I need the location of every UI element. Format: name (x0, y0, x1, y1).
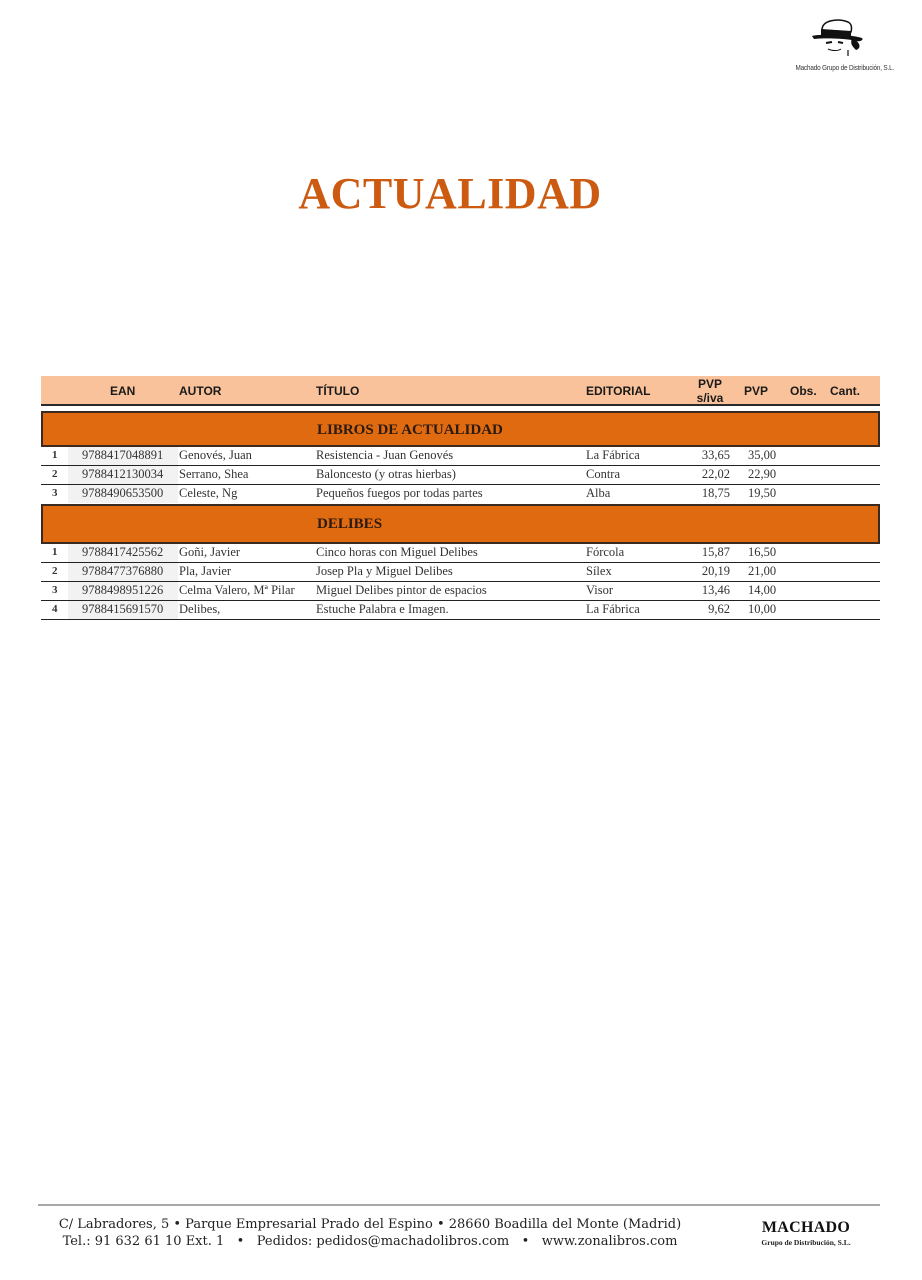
row-ean: 9788498951226 (82, 583, 164, 597)
row-editorial: Contra (586, 467, 621, 481)
section-title: DELIBES (317, 516, 383, 532)
row-titulo: Baloncesto (y otras hierbas) (316, 467, 456, 481)
row-titulo: Pequeños fuegos por todas partes (316, 486, 483, 500)
logo-caption: Machado Grupo de Distribución, S.L. (795, 63, 895, 72)
row-ean: 9788490653500 (82, 486, 164, 500)
header-editorial: EDITORIAL (586, 384, 651, 398)
row-pvp: 10,00 (748, 602, 777, 616)
row-ean: 9788417048891 (82, 448, 164, 462)
header-titulo: TÍTULO (316, 384, 360, 398)
header-obs: Obs. (790, 384, 817, 398)
row-pvp-siva: 33,65 (701, 448, 730, 462)
row-pvp-siva: 9,62 (708, 602, 730, 616)
row-number: 2 (52, 468, 58, 480)
header-pvp-siva-line1: PVP (697, 377, 722, 391)
section-header (41, 411, 880, 447)
header-pvp-siva-line2: s/iva (696, 391, 724, 405)
row-autor: Genovés, Juan (179, 448, 252, 462)
row-pvp: 22,90 (748, 467, 777, 481)
row-number: 1 (52, 546, 58, 558)
row-titulo: Estuche Palabra e Imagen. (316, 602, 449, 616)
row-titulo: Cinco horas con Miguel Delibes (316, 545, 478, 559)
row-titulo: Miguel Delibes pintor de espacios (316, 583, 487, 597)
row-editorial: Visor (586, 583, 614, 597)
row-number: 2 (52, 565, 58, 577)
row-number: 1 (52, 449, 58, 461)
table-row[interactable] (41, 447, 880, 466)
header-autor: AUTOR (179, 384, 222, 398)
row-pvp-siva: 22,02 (701, 467, 730, 481)
row-pvp: 21,00 (748, 564, 777, 578)
row-pvp: 14,00 (748, 583, 777, 597)
row-editorial: La Fábrica (586, 448, 640, 462)
row-number: 4 (52, 603, 58, 615)
table-row[interactable] (41, 466, 880, 485)
table-row[interactable] (41, 582, 880, 601)
table-row[interactable] (41, 601, 880, 620)
row-number: 3 (52, 584, 58, 596)
row-autor: Celeste, Ng (179, 486, 238, 500)
row-autor: Serrano, Shea (179, 467, 249, 481)
row-pvp: 19,50 (748, 486, 777, 500)
row-titulo: Resistencia - Juan Genovés (316, 448, 454, 462)
row-ean: 9788412130034 (82, 467, 164, 481)
table-row[interactable] (41, 485, 880, 503)
row-editorial: Sílex (586, 564, 612, 578)
row-pvp-siva: 13,46 (701, 583, 730, 597)
row-pvp-siva: 15,87 (701, 545, 730, 559)
row-autor: Delibes, (179, 602, 221, 616)
row-autor: Pla, Javier (179, 564, 232, 578)
footer-brand-name: MACHADO (761, 1219, 851, 1236)
row-ean: 9788417425562 (82, 545, 164, 559)
row-ean: 9788415691570 (82, 602, 164, 616)
header-ean: EAN (110, 384, 136, 398)
row-pvp-siva: 20,19 (701, 564, 730, 578)
row-ean: 9788477376880 (82, 564, 164, 578)
table-row[interactable] (41, 544, 880, 563)
row-autor: Celma Valero, Mª Pilar (179, 583, 295, 597)
row-titulo: Josep Pla y Miguel Delibes (316, 564, 453, 578)
row-editorial: La Fábrica (586, 602, 640, 616)
row-pvp: 35,00 (748, 448, 777, 462)
footer-brand-subtitle: Grupo de Distribución, S.L. (761, 1238, 851, 1247)
company-logo (788, 16, 895, 80)
table-header (41, 376, 880, 406)
row-editorial: Alba (586, 486, 611, 500)
row-number: 3 (52, 487, 58, 499)
header-pvp-siva (696, 377, 724, 405)
section-header (41, 504, 880, 544)
row-autor: Goñi, Javier (179, 545, 241, 559)
footer-address-line2: Tel.: 91 632 61 10 Ext. 1 • Pedidos: pedidos@machadolibros.com • www.zonalibros.com (62, 1234, 678, 1249)
footer-divider (38, 1204, 880, 1206)
footer-address (40, 1216, 700, 1250)
catalog-table (41, 376, 880, 620)
row-editorial: Fórcola (586, 545, 625, 559)
section-title: LIBROS DE ACTUALIDAD (317, 422, 503, 438)
row-pvp: 16,50 (748, 545, 777, 559)
row-pvp-siva: 18,75 (701, 486, 730, 500)
header-cant: Cant. (830, 384, 860, 398)
footer-address-line1: C/ Labradores, 5 • Parque Empresarial Prado del Espino • 28660 Boadilla del Monte (Madrid) (58, 1217, 682, 1232)
page-title: ACTUALIDAD (298, 169, 602, 218)
man-with-hat-icon (808, 16, 868, 62)
header-pvp: PVP (744, 384, 769, 398)
table-row[interactable] (41, 563, 880, 582)
footer-brand (748, 1219, 864, 1247)
